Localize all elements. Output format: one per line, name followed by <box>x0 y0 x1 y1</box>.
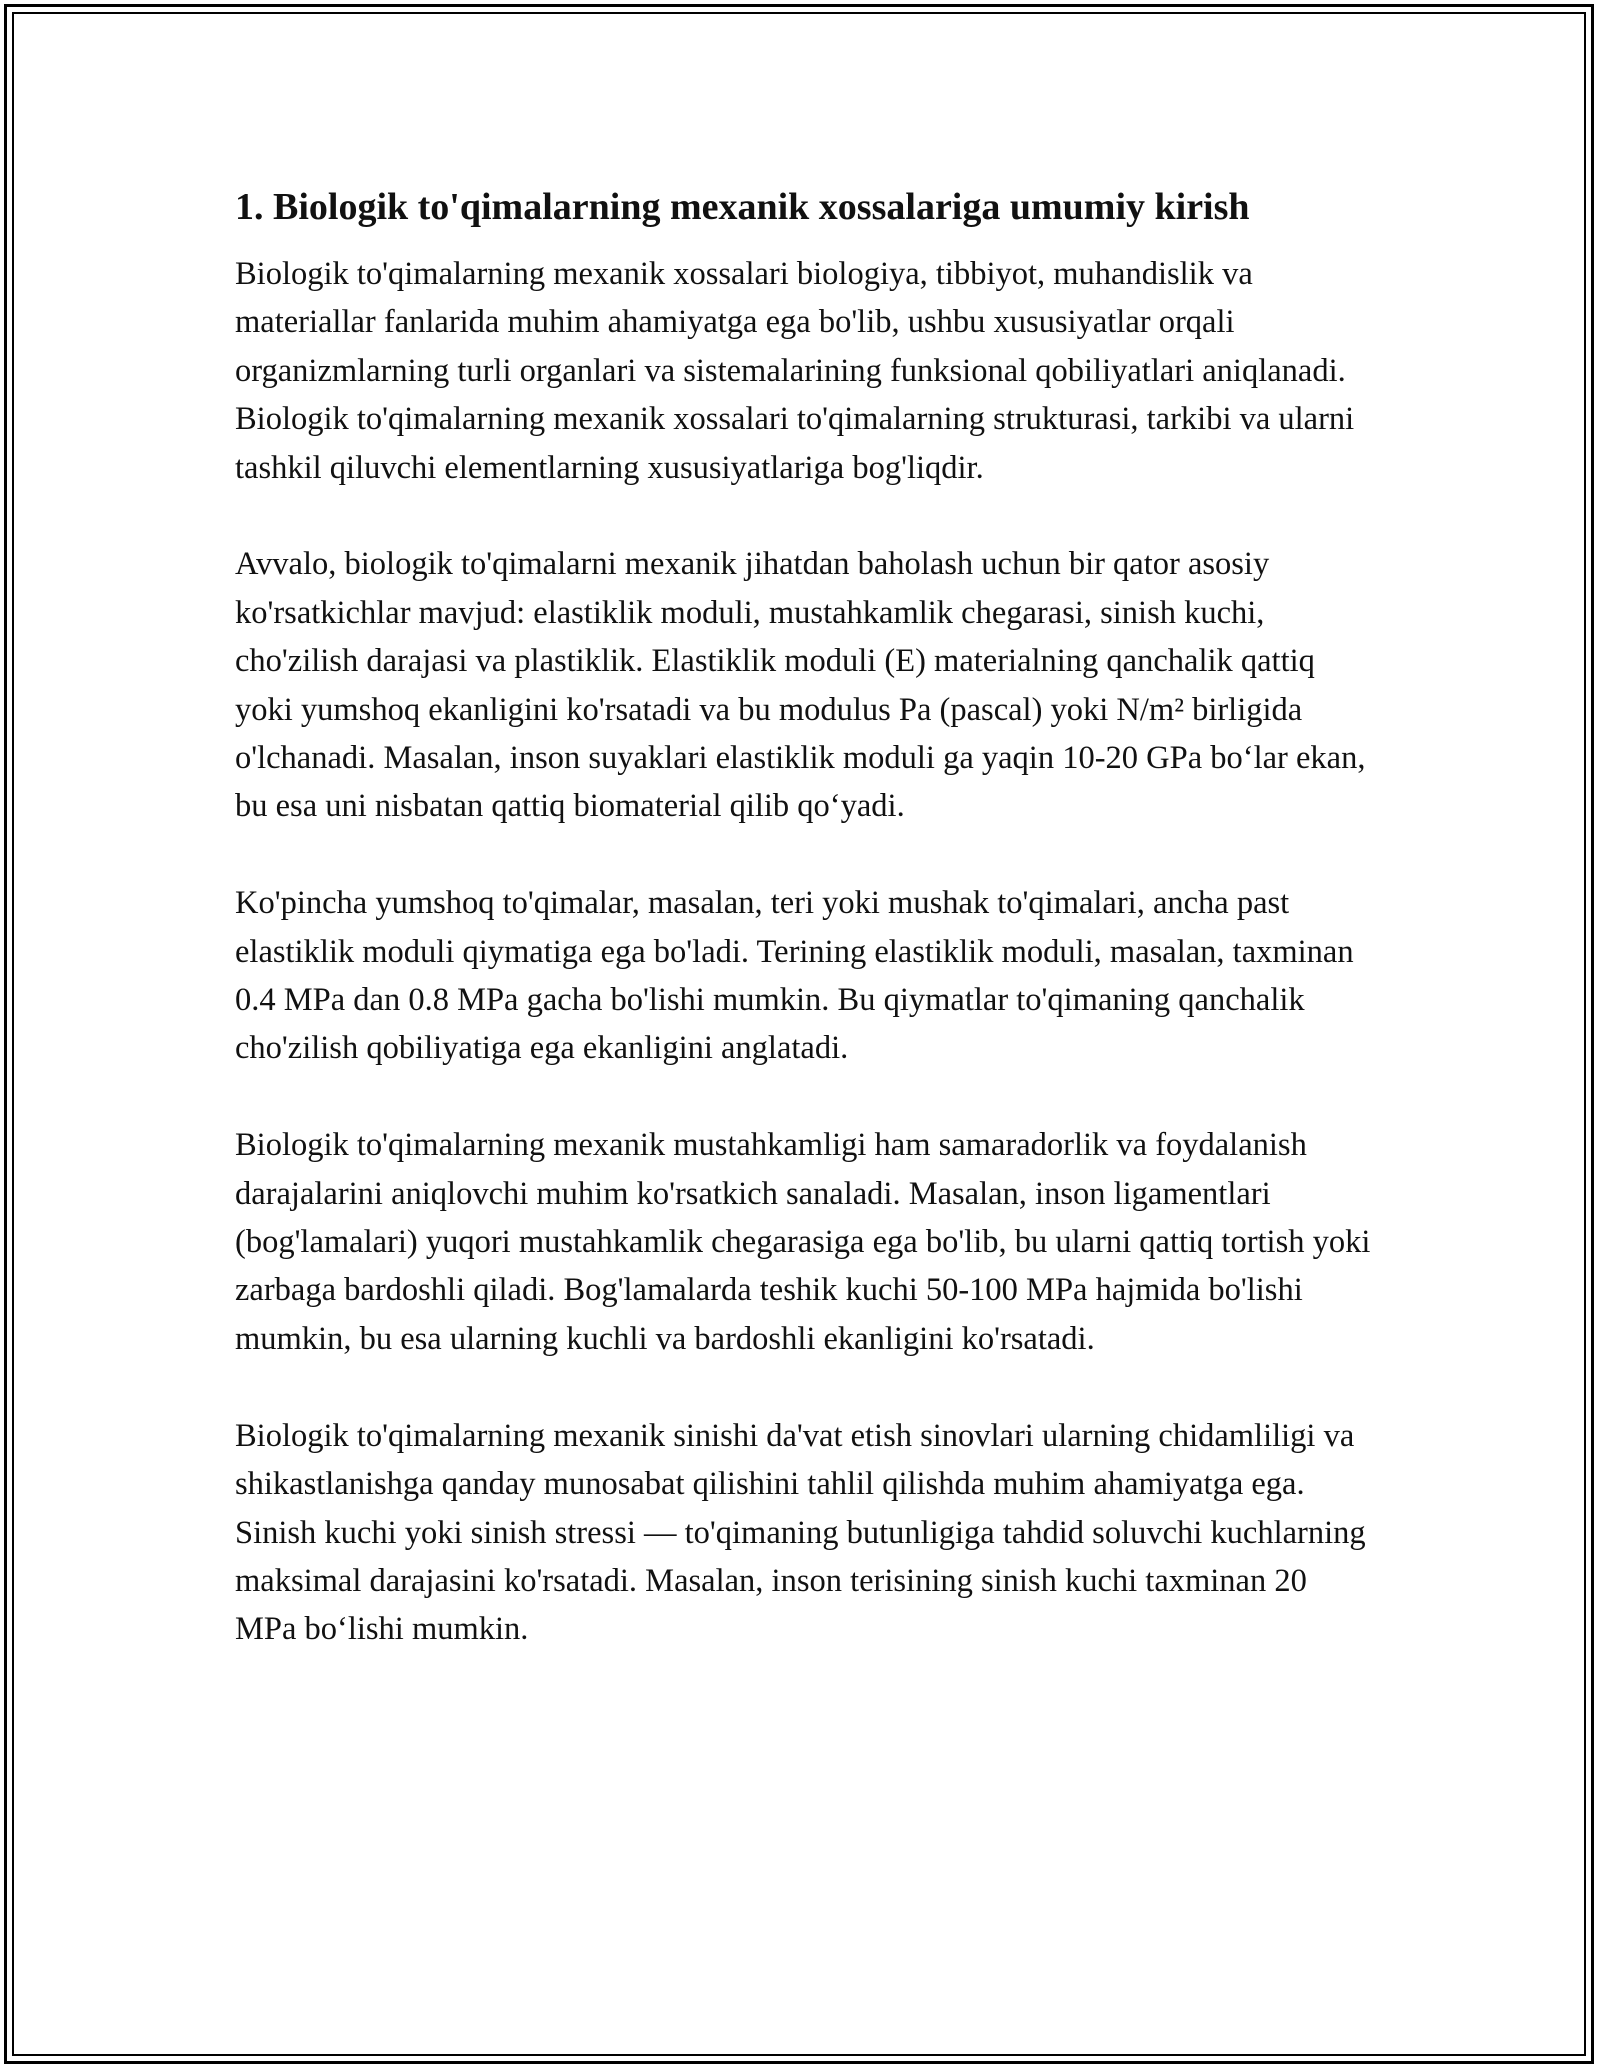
document-body <box>235 182 1375 1702</box>
paragraph-soft-tissues: Ko'pincha yumshoq to'qimalar, masalan, teri yoki mushak to'qimalari, ancha past elastiklik moduli qiymatiga ega bo'ladi. Terining elastiklik moduli, masalan, taxminan 0.4 MPa dan 0.8 MPa gacha bo'lishi mumkin. Bu qiymatlar to'qimaning qanchalik cho'zilish qobiliyatiga ega ekanligini anglatadi. <box>235 885 1354 1067</box>
section-heading: 1. Biologik to'qimalarning mexanik xossalariga umumiy kirish <box>235 186 1250 228</box>
paragraph-key-indicators: Avvalo, biologik to'qimalarni mexanik jihatdan baholash uchun bir qator asosiy ko'rsatkichlar mavjud: elastiklik moduli, mustahkamlik chegarasi, sinish kuchi, cho'zilish darajasi va plastiklik. Elastiklik moduli (E) materialning qanchalik qattiq yoki yumshoq ekanligini ko'rsatadi va bu modulus Pa (pascal) yoki N/m² birligida o'lchanadi. Masalan, inson suyaklari elastiklik moduli ga yaqin 10-20 GPa bo‘lar ekan, bu esa uni nisbatan qattiq biomaterial qilib qo‘yadi. <box>235 546 1366 825</box>
paragraph-fracture: Biologik to'qimalarning mexanik sinishi da'vat etish sinovlari ularning chidamliligi va shikastlanishga qanday munosabat qilishini tahlil qilishda muhim ahamiyatga ega. Sinish kuchi yoki sinish stressi — to'qimaning butunligiga tahdid soluvchi kuchlarning maksimal darajasini ko'rsatadi. Masalan, inson terisining sinish kuchi taxminan 20 MPa bo‘lishi mumkin. <box>235 1417 1366 1648</box>
paragraph-strength: Biologik to'qimalarning mexanik mustahkamligi ham samaradorlik va foydalanish darajalarini aniqlovchi muhim ko'rsatkich sanaladi. Masalan, inson ligamentlari (bog'lamalari) yuqori mustahkamlik chegarasiga ega bo'lib, bu ularni qattiq tortish yoki zarbaga bardoshli qiladi. Bog'lamalarda teshik kuchi 50-100 MPa hajmida bo'lishi mumkin, bu esa ularning kuchli va bardoshli ekanligini ko'rsatadi. <box>235 1127 1371 1357</box>
paragraph-intro: Biologik to'qimalarning mexanik xossalari biologiya, tibbiyot, muhandislik va materiallar fanlarida muhim ahamiyatga ega bo'lib, ushbu xususiyatlar orqali organizmlarning turli organlari va sistemalarining funksional qobiliyatlari aniqlanadi. Biologik to'qimalarning mexanik xossalari to'qimalarning strukturasi, tarkibi va ularni tashkil qiluvchi elementlarning xususiyatlariga bog'liqdir. <box>235 256 1355 486</box>
